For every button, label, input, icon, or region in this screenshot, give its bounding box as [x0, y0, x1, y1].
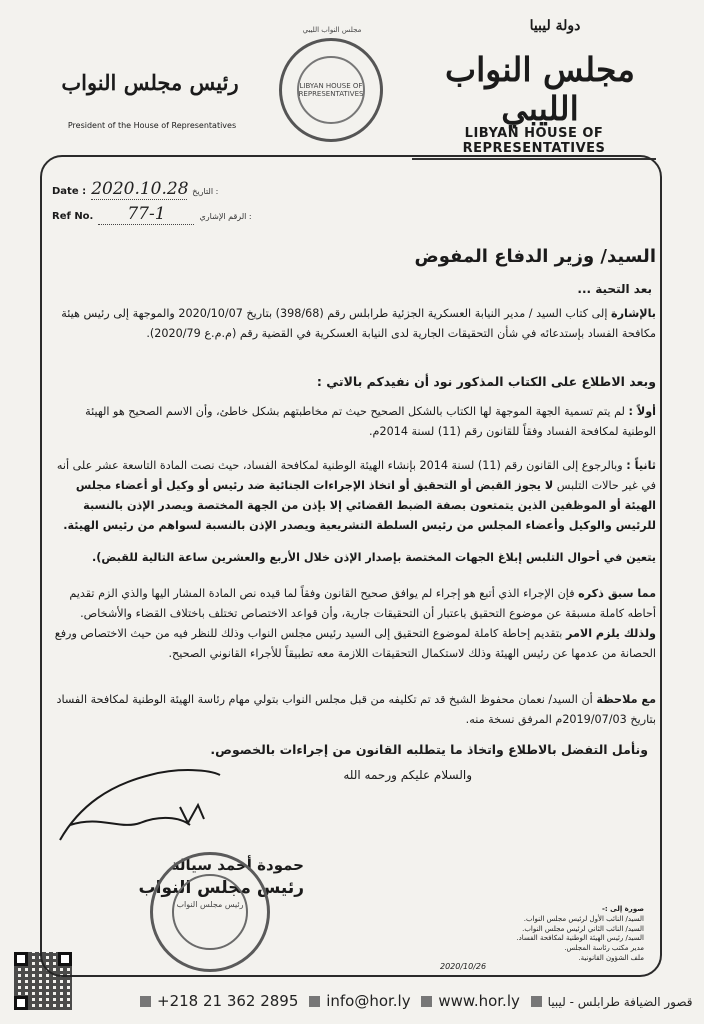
p7-lead: مع ملاحظة: [596, 693, 656, 706]
copy-item: مدير مكتب رئاسة المجلس.: [564, 944, 644, 953]
copies-heading: صورة إلى :-: [601, 905, 644, 913]
closing-line: ونأمل التفضل بالاطلاع واتخاذ ما يتطلبه القانون من إجراءات بالخصوص.: [210, 742, 648, 757]
p3-lead: أولاً :: [628, 405, 656, 418]
copy-item: ملف الشؤون القانونية.: [578, 953, 644, 962]
paragraph-intro: وبعد الاطلاع على الكتاب المذكور نود أن نفيدكم بالاتي :: [316, 374, 656, 389]
p4-lead: ثانياً :: [626, 459, 656, 472]
paragraph-first: [50, 402, 656, 442]
date-value: 2020.10.28: [91, 179, 189, 199]
greeting: بعد التحية ...: [577, 282, 652, 296]
stamp-date: 2020/10/26: [440, 962, 487, 971]
date-label-ar: التاريخ :: [192, 187, 219, 196]
copy-item: السيد/ النائب الأول لرئيس مجلس النواب.: [523, 914, 644, 923]
p3-text: لم يتم تسمية الجهة الموجهة لها الكتاب بالشكل الصحيح حيث تم مخاطبتهم بشكل خاطئ، وأن الاسم الصحيح هو الهيئة الوطنية لمكافحة الفساد وفقاً للقانون رقم (11) لسنة 2014م.: [85, 405, 656, 438]
paragraph-conclusion: [50, 584, 656, 664]
ref-label: Ref No.: [52, 211, 94, 222]
ref-label-ar: الرقم الإشاري :: [199, 212, 252, 221]
p4-text: وبالرجوع إلى القانون رقم (11) لسنة 2014 بإنشاء الهيئة الوطنية لمكافحة الفساد، حيث نصت المادة التاسعة عشر على أنه في غير حالات التلبس: [56, 459, 656, 492]
regards-line: والسلام عليكم ورحمه الله: [343, 768, 472, 782]
qr-corner: [14, 952, 28, 966]
footer-email[interactable]: info@hor.ly: [326, 992, 411, 1010]
footer-website[interactable]: www.hor.ly: [438, 992, 520, 1010]
ref-value: 77-1: [98, 204, 194, 225]
copy-item: السيد/ رئيس الهيئة الوطنية لمكافحة الفساد.: [516, 934, 644, 943]
date-row: [52, 179, 218, 200]
paragraph-second: [50, 456, 656, 536]
seal-arabic-text: مجلس النواب الليبي: [302, 26, 362, 34]
web-icon: [421, 996, 432, 1007]
date-label: Date :: [52, 186, 87, 197]
email-icon: [309, 996, 320, 1007]
paragraph-note: [50, 690, 656, 730]
addressee: السيد/ وزير الدفاع المفوض: [414, 246, 656, 267]
copies-list: [516, 905, 644, 964]
p1-lead: بالإشارة: [611, 307, 656, 320]
president-title-ar: رئيس مجلس النواب: [61, 70, 239, 95]
p6-lead: مما سبق ذكره: [578, 587, 656, 600]
handwritten-signature-icon: [40, 745, 240, 855]
p7-text: أن السيد/ نعمان محفوظ الشيخ قد تم تكليفه من قبل مجلس النواب بتولي مهام رئاسة الهيئة الوطنية لمكافحة الفساد بتاريخ 2019/07/03م المرفق نسخة منه.: [56, 693, 656, 726]
president-title-en: President of the House of Representatives: [67, 121, 237, 130]
phone-icon: [140, 996, 151, 1007]
signatory-name: حمودة أحمد سيالة: [170, 856, 304, 874]
state-of-libya: دولة ليبيا: [529, 18, 581, 34]
paragraph-reference: [50, 304, 656, 344]
seal-english-text: LIBYAN HOUSE OF REPRESENTATIVES: [298, 82, 364, 98]
stamp-inner-ring: [172, 874, 248, 950]
stamp-text: رئيس مجلس النواب: [176, 900, 244, 909]
footer-address: قصور الضيافة طرابلس - ليبيا: [547, 995, 693, 1009]
qr-corner: [58, 952, 72, 966]
p6-tail: بتقديم إحاطة كاملة لموضوع التحقيق إلى السيد رئيس مجلس النواب وذلك للنظر فيه من حيث الاختصاص ورفع الحصانة من عدمها عن رئيس الهيئة وذلك لاستكمال التحقيقات اللازمة معه تطبيقاً للأجراء القانوني الصحيح.: [54, 627, 656, 660]
location-icon: [531, 996, 542, 1007]
p4-bold-text: لا يجوز القبض أو التحقيق أو اتخاذ الإجراءات الجنائية ضد رئيس أو وكيل أو أعضاء مجلس الهيئة أو الموظفين الذين يتمتعون بصفة الضبط القضائي إلا بإذن من الجهة المختصة ويصدر الإذن بالنسبة للرئيس والوكيل وأعضاء المجلس من رئيس السلطة التشريعية ويصدر الإذن بالنسبة لسواهم من رئيس الهيئة.: [63, 479, 656, 532]
ref-row: [52, 204, 252, 225]
house-name-ar: مجلس النواب الليبي: [445, 50, 635, 128]
house-name-en: LIBYAN HOUSE OF REPRESENTATIVES: [412, 126, 656, 160]
copy-item: السيد/ النائب الثاني لرئيس مجلس النواب.: [522, 924, 644, 933]
qr-corner: [14, 996, 28, 1010]
footer-phone[interactable]: +218 21 362 2895: [157, 992, 299, 1010]
p1-text: إلى كتاب السيد / مدير النيابة العسكرية الجزئية طرابلس رقم (398/68) بتاريخ 2020/10/07 والموجهة إلى رئيس هيئة مكافحة الفساد بإستدعائه في شأن التحقيقات الجارية لدى النيابة العسكرية في القضية رقم (م.م.ع 2020/79).: [61, 307, 656, 340]
paragraph-flagrante: يتعين في أحوال التلبس إبلاغ الجهات المختصة بإصدار الإذن خلال الأربع والعشرين ساعة التالية للقبض).: [92, 551, 656, 564]
footer-contact: [134, 992, 693, 1010]
p6-bold: ولذلك يلزم الامر: [565, 627, 656, 640]
p6-text: فإن الإجراء الذي أتبع هو إجراء لم يوافق صحيح القانون وفقاً لما قيده نص المادة المشار اليها والذي الزم تقديم أحاطه كاملة مسبقة عن موضوع التحقيق باعتبار أن التحقيقات جارية، وأن قواعد الاختصاص تختلف باختلاف القضاء والأشخاص.: [69, 587, 656, 620]
signatory-title: رئيس مجلس النواب: [138, 878, 304, 898]
